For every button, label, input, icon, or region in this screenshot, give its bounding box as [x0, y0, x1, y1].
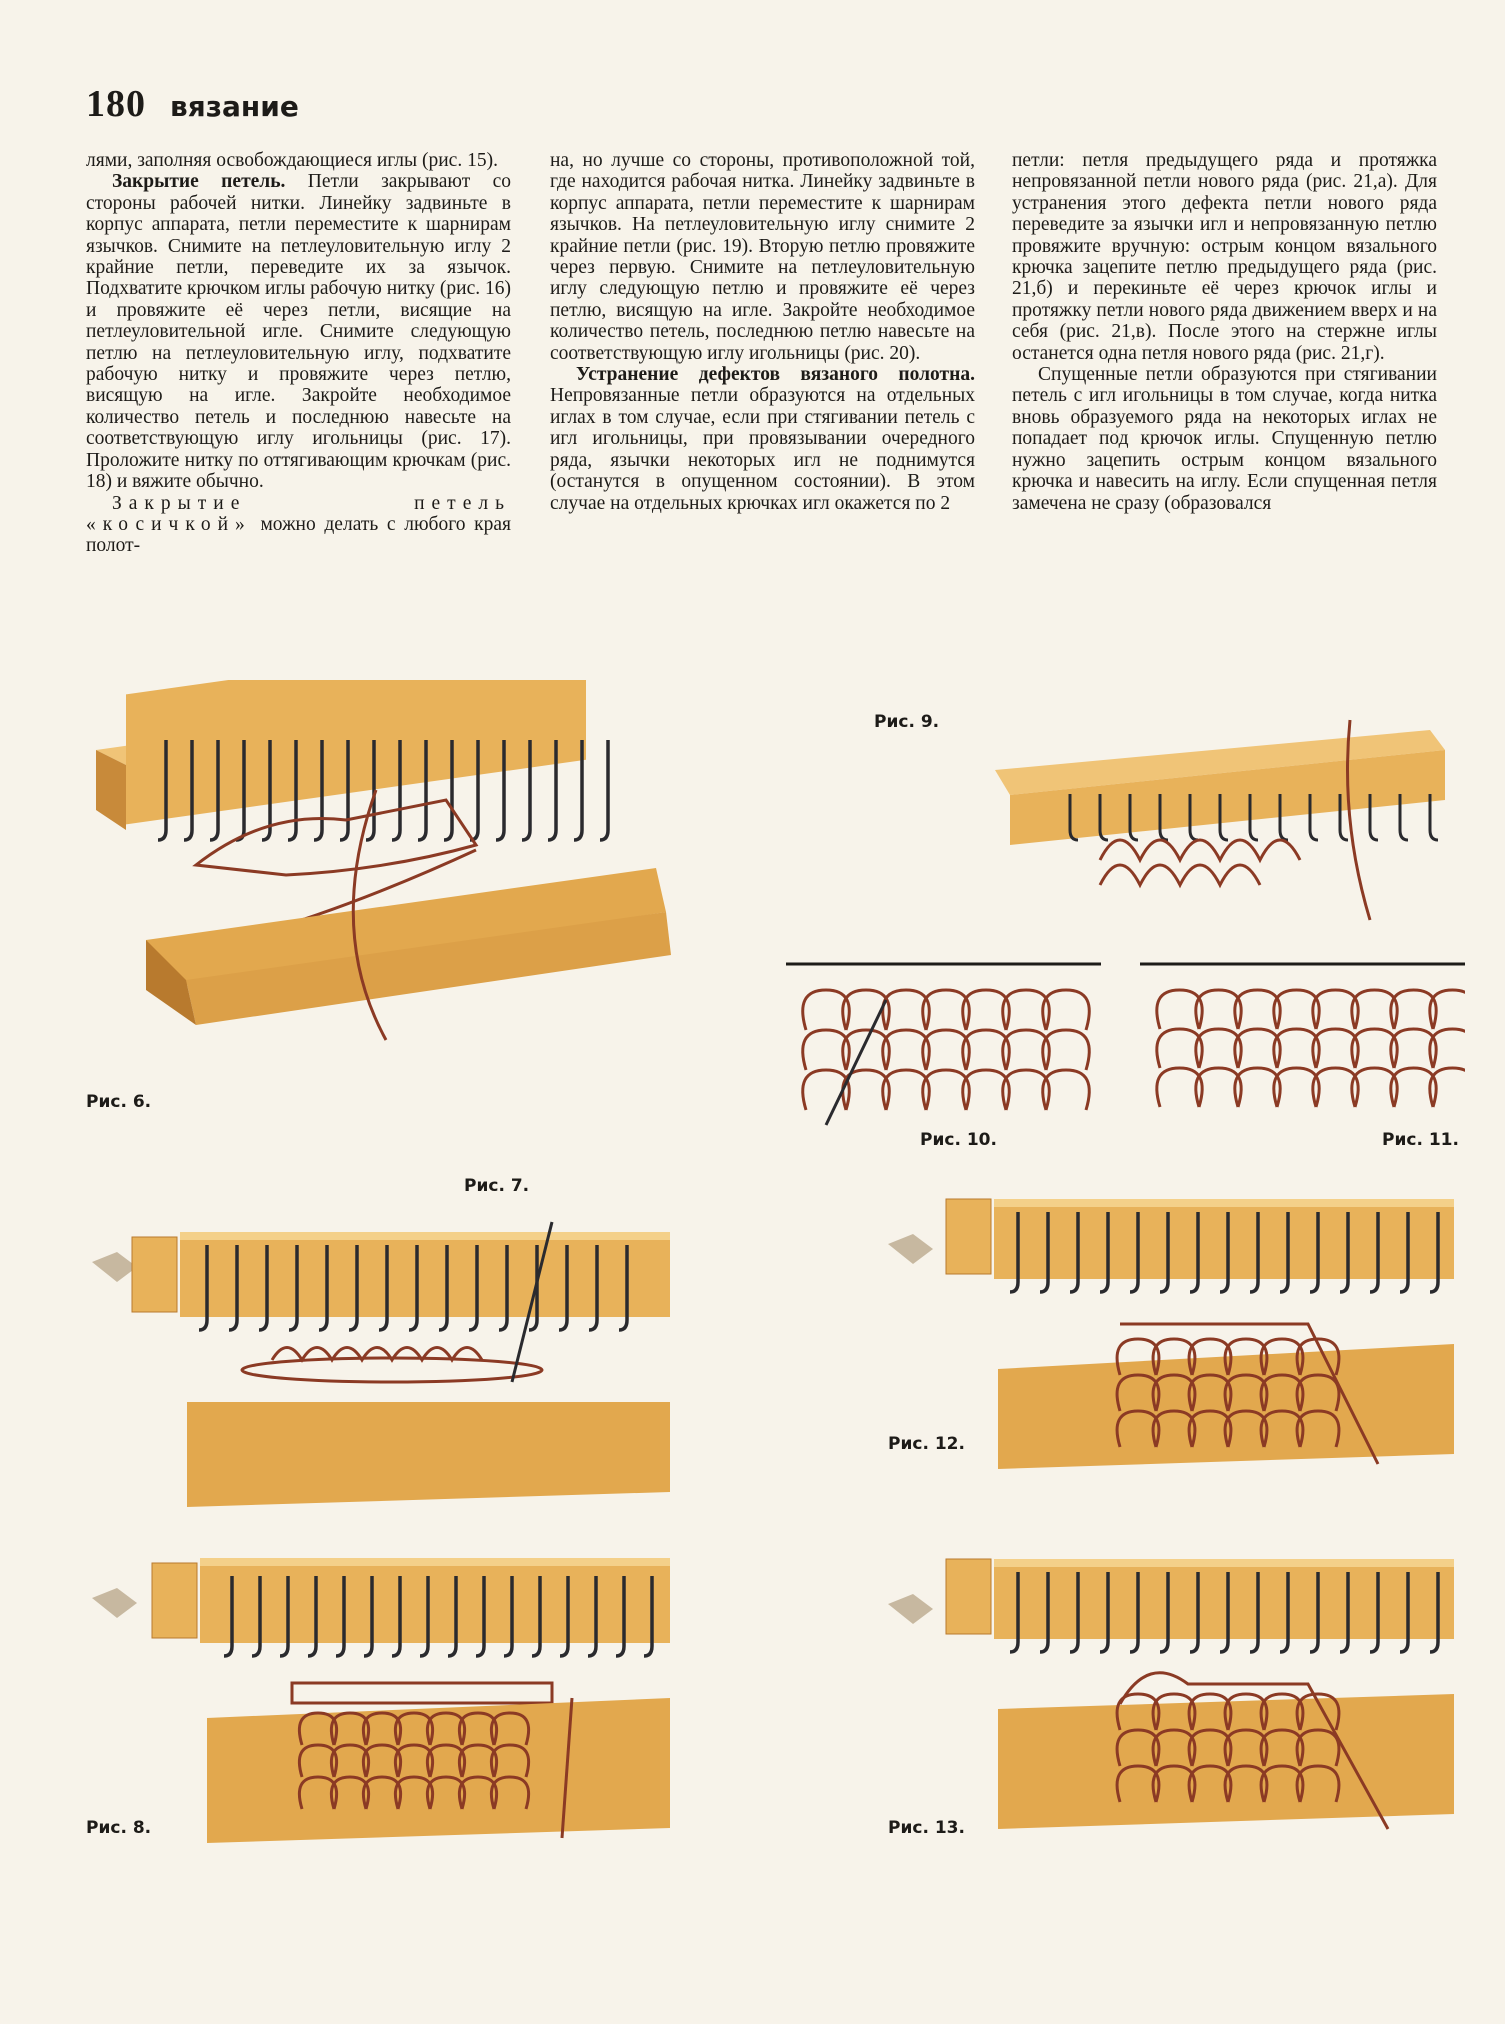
- figure-10-illustration: [786, 960, 1101, 1130]
- knitting-needle: [600, 740, 608, 840]
- paragraph-text: Петли закрывают со стороны рабочей нитки. Линейку задвиньте в корпус аппарата, петли переместите к шарнирам язычков. Снимите на петлеуловительную иглу 2 крайние петли, переведите их за язычок. Подхватите крючком иглы рабочую нитку (рис. 16) и провяжите её через петли, висящие на петлеуловительной игле. Снимите следующую петлю на петлеуловительную иглу, подхватите рабочую нитку и провяжите через петлю, висящую на игле. Закройте необходимое количество петель и последнюю навесьте на соответствующую иглу игольницы (рис. 17). Проложите нитку по оттягивающим крючкам (рис. 18) и вяжите обычно.: [86, 171, 511, 493]
- page-number: 180: [86, 83, 146, 125]
- figure-9-caption: Рис. 9.: [874, 712, 940, 732]
- text-column-3: [1012, 150, 1437, 640]
- paragraph-text: Спущенные петли образуются при стягивании петель с игл игольницы в том случае, когда нитка вновь образуемого ряда на некоторых иглах не попадает под крючок иглы. Спущенную петлю нужно зацепить острым концом вязального крючка и навесить на иглу. Если спущенная петля замечена не сразу (образовался: [1012, 364, 1437, 514]
- paragraph-lead: Закрытие петель.: [112, 171, 286, 193]
- paragraph-text: на, но лучше со стороны, противоположной той, где находится рабочая нитка. Линейку задвиньте в корпус аппарата, петли переместите к шарнирам язычков. На петлеуловительную иглу снимите 2 крайние петли (рис. 19). Вторую петлю провяжите через первую. Снимите на петлеуловительную иглу следующую петлю и провяжите её через петлю, висящую на игле. Закройте необходимое количество петель, последнюю петлю навесьте на соответствующую иглу игольницы (рис. 20).: [550, 150, 975, 364]
- figure-6-caption: Рис. 6.: [86, 1092, 152, 1112]
- figure-12-illustration: [888, 1194, 1458, 1494]
- figure-13-illustration: [888, 1554, 1458, 1854]
- section-title: вязание: [170, 90, 299, 123]
- paragraph: [86, 493, 511, 557]
- paragraph-text: можно делать с любого края полот-: [86, 513, 511, 557]
- figure-10-caption: Рис. 10.: [920, 1130, 997, 1150]
- paragraph-text: лями, заполняя освобождающиеся иглы (рис. 15).: [86, 150, 498, 171]
- page-header: [86, 82, 299, 126]
- text-column-2: [550, 150, 975, 640]
- figure-12-caption: Рис. 12.: [888, 1434, 965, 1454]
- paragraph-text: Непровязанные петли образуются на отдельных иглах в том случае, если при стягивании петель с игл игольницы, при провязывании очередного ряда, язычки некоторых игл не поднимутся (останутся в опущенном состоянии). В этом случае на отдельных крючках игл окажется по 2: [550, 385, 975, 514]
- text-column-1: [86, 150, 511, 640]
- paragraph: [86, 150, 511, 171]
- paragraph: [1012, 150, 1437, 364]
- figure-7-illustration: [92, 1212, 672, 1512]
- figure-11-illustration: [1140, 960, 1465, 1110]
- figure-7-caption: Рис. 7.: [464, 1176, 530, 1196]
- figure-6-illustration: [86, 680, 676, 1050]
- paragraph: [550, 364, 975, 514]
- paragraph: [86, 171, 511, 492]
- figure-8-illustration: [92, 1548, 672, 1848]
- figure-11-caption: Рис. 11.: [1382, 1130, 1459, 1150]
- paragraph: [550, 150, 975, 364]
- paragraph: [1012, 364, 1437, 514]
- figure-8-caption: Рис. 8.: [86, 1818, 152, 1838]
- figure-9-illustration: [990, 700, 1460, 930]
- paragraph-lead: Устранение дефектов вязаного полотна.: [576, 364, 975, 386]
- figure-13-caption: Рис. 13.: [888, 1818, 965, 1838]
- paragraph-text: петли: петля предыдущего ряда и протяжка непровязанной петли нового ряда (рис. 21,а). Для устранения этого дефекта петли нового ряда переведите за язычки игл и непровязанную петлю провяжите вручную: острым концом вязального крючка зацепите петлю предыдущего ряда (рис. 21,б) и перекиньте её через крючок иглы и протяжку петли нового ряда движением вверх и на себя (рис. 21,в). После этого на стержне иглы останется одна петля нового ряда (рис. 21,г).: [1012, 150, 1437, 364]
- paragraph-spaced-lead: Закрытие петель «косичкой»: [86, 492, 511, 535]
